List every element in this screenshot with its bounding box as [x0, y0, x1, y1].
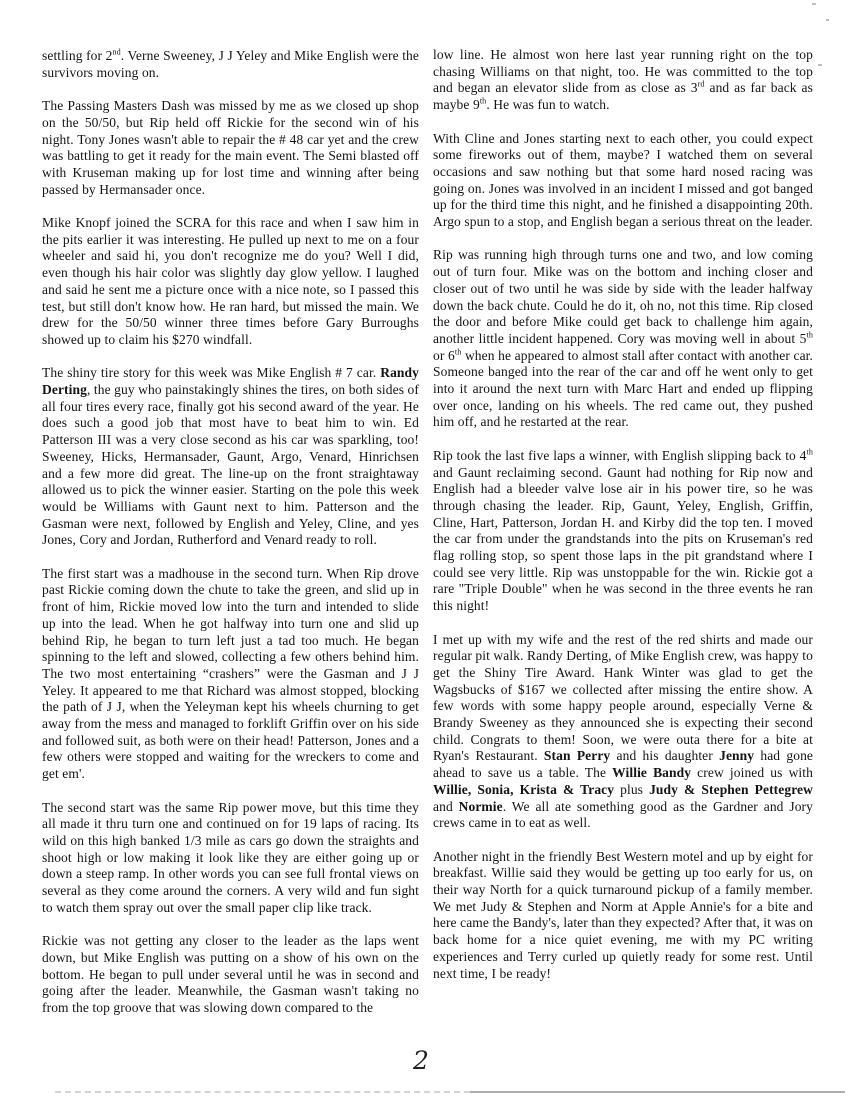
text-run: . Verne Sweeney, J J Yeley and Mike English were the survivors moving on. [42, 48, 419, 80]
text-run: plus [614, 781, 650, 797]
text-run: The shiny tire story for this week was Mike English # 7 car. [42, 365, 381, 381]
text-run: had gone ahead to save us a table. The [433, 748, 814, 781]
text-run: and as far back as maybe 9 [433, 80, 813, 113]
text-run: when he appeared to almost stall after contact with another car. Someone banged into the rear of the car and off he went only to get into it around the next turn with Marc Hart and ended up flipping over once, landing on his wheels. The red came out, they pushed him off, and he restarted at the rear. [433, 347, 813, 430]
superscript-text: nd [112, 47, 121, 57]
superscript-text: th [806, 447, 813, 457]
text-run: , the guy who painstakingly shines the tires, on both sides of all four tires every race, finally got his second award of the year. He does such a good job that most have to beat him to win. Ed Patterson III was a very close second as his car was sparkling, too! Sweeney, Hicks, Hermansader, Gaunt, Argo, Venard, Hinrichsen and a few more did great. The line-up on the front straightaway allowed us to pick the winner easier. Starting on the pole this week would be Williams with Gaunt next to him. Patterson and the Gasman were next, followed by English and Yeley, Cline, and yes Jones, Cory and Jordan, Rutherford and Venard ready to roll. [42, 382, 419, 548]
text-run: and his daughter [610, 748, 720, 764]
paragraph [433, 47, 813, 114]
text-run: low line. He almost won here last year running right on the top chasing Williams on that night, too. He was committed to the top and began an elevator slide from as close as 3 [433, 47, 813, 96]
text-run: Willie, Sonia, Krista & Tracy [433, 781, 615, 797]
paragraph [433, 247, 813, 431]
paragraph [433, 849, 813, 983]
text-run: With Cline and Jones starting next to each other, you could expect some fireworks out of them, maybe? I watched them on several occasions and saw nothing but that some hard nosed racing was going on. Jones was involved in an incident I missed and got banged up for the third time this night, and he finished a disappointing 20th. Argo spun to a stop, and English began a serious threat on the leader. [433, 130, 813, 230]
paragraph [42, 933, 419, 1017]
scan-artifact-solid [470, 1091, 845, 1093]
scan-speck [818, 64, 822, 66]
text-run: Rip was running high through turns one and two, and low coming out of turn four. Mike was on the bottom and inching closer and closer out of two until he was side by side with the leader halfway down the back chute. Could he do it, oh no, not this time. Rip closed the door and before Mike could get back to challenge him again, another little incident happened. Cory was moving well in about 5 [433, 247, 813, 346]
paragraph [42, 98, 419, 198]
paragraph [42, 215, 419, 349]
text-run: crew joined us with [691, 765, 813, 781]
text-run: The second start was the same Rip power move, but this time they all made it thru turn one and continued on for 19 laps of racing. Its wild on this high banked 1/3 mile as cars go down the straights and shoot high or low making it look like they are either going up or down a steep ramp. In other words you can see full frontal views on several as they come around the corners. A very wild and fun sight to watch them spray out over the small paper clip like track. [42, 799, 419, 915]
superscript-text: th [479, 96, 487, 106]
paragraph [42, 566, 419, 783]
text-run: Jenny [719, 748, 755, 764]
paragraph [42, 48, 419, 81]
text-run: Mike Knopf joined the SCRA for this race and when I saw him in the pits earlier it was interesting. He pulled up next to me on a four wheeler and said hi, you don't recognize me do you? Well I did, even though his hair color was slightly day glow yellow. I laughed and said he sent me a picture once with a nice note, so I passed this test, but still don't know how. He ran hard, but missed the main. We drew for the 50/50 winner three times before Gary Burroughs showed up to claim his $270 windfall. [42, 215, 419, 347]
text-run: The first start was a madhouse in the second turn. When Rip drove past Rickie coming down the chute to take the green, and slid up in front of him, Rickie moved low into the turn and intended to slide up into the lead. When he got halfway into turn one and slid up behind Rip, he began to turn left just a tad too much. He began spinning to the left and slowed, collecting a few others behind him. The two most entertaining “crashers” were the Gasman and J J Yeley. It appeared to me that Richard was almost stopped, blocking the path of J J, when the Yeleyman kept his wheels churning to get away from the mess and managed to forklift Griffin over on his side and followed suit, as both were on their head! Patterson, Jones and a few others were stopped and waiting for the wreckers to come and get em'. [42, 565, 419, 782]
text-run: Another night in the friendly Best Western motel and up by eight for breakfast. Willie said they would be getting up too early for us, on their way North for a quick turnaround pickup of a family member. We met Judy & Stephen and Norm at Apple Annie's for a bite and here came the Bandy's, later than they expected? After that, it was on back home for a nice quiet evening, me with my PC writing experiences and Terry curled up quietly ready for some rest. Until next time, I be ready! [433, 848, 813, 981]
paragraph [433, 131, 813, 231]
text-run: Willie Bandy [612, 765, 692, 781]
scan-artifact-dashes [55, 1091, 470, 1093]
text-run: Normie [458, 798, 503, 814]
scan-speck [812, 3, 816, 5]
text-run: settling for 2 [42, 48, 113, 63]
superscript-text: th [454, 347, 462, 357]
text-run: The Passing Masters Dash was missed by me as we closed up shop on the 50/50, but Rip held off Rickie for the second win of his night. Tony Jones wasn't able to repair the # 48 car yet and the crew was battling to get it ready for the main event. The Semi blasted off with Kruseman making up for lost time and winning after being passed by Hermansader once. [42, 98, 419, 197]
page-number: 2 [413, 1046, 429, 1075]
text-run: Judy & Stephen Pettegrew [649, 781, 813, 797]
right-column [433, 47, 813, 982]
left-column [42, 48, 419, 1017]
text-run: . We all ate something good as the Gardner and Jory crews came in to eat as well. [433, 798, 813, 831]
text-run: I met up with my wife and the rest of the red shirts and made our regular pit walk. Randy Derting, of Mike English crew, was happy to get the Shiny Tire Award. Hank Winter was glad to get the Wagsbucks of $167 we collected after missing the entire show. A few words with some happy people around, especially Verne & Brandy Sweeney as they announced she is expecting their second child. Congrats to them! Soon, we were outa there for a bite at Ryan's Restaurant. [433, 631, 813, 764]
paragraph [433, 632, 813, 832]
text-run: Stan Perry [543, 748, 611, 764]
paragraph [42, 800, 419, 917]
text-run: or 6 [433, 347, 455, 363]
text-run: Rickie was not getting any closer to the leader as the laps went down, but Mike English was putting on a show of his own on the bottom. He began to pull under several until he was in second and going after the leader. Meanwhile, the Gasman wasn't taking no from the top groove that was slowing down compared to the [42, 933, 419, 1015]
superscript-text: rd [697, 79, 705, 89]
paragraph [42, 365, 419, 549]
superscript-text: th [806, 330, 813, 340]
text-run: and [433, 798, 459, 814]
text-run: . He was fun to watch. [486, 97, 610, 113]
paragraph [433, 448, 813, 615]
text-run: and Gaunt reclaiming second. Gaunt had nothing for Rip now and English had a bleeder valve lose air in his power tire, so he was through chasing the leader. Rip, Gaunt, Yeley, English, Griffin, Cline, Hart, Patterson, Jordan H. and Kirby did the top ten. I moved the car from under the grandstands into the pits on Kruseman's red flag rolling stop, so spent those laps in the pit grandstand where I could see very little. Rip was unstoppable for the win. Rickie got a rare "Triple Double" when he was second in the three events he ran this night! [433, 464, 813, 614]
text-run: Rip took the last five laps a winner, with English slipping back to 4 [433, 447, 807, 463]
scan-artifact-line [55, 1090, 845, 1093]
text-run: Randy Derting [42, 365, 419, 398]
scan-speck [826, 19, 829, 21]
